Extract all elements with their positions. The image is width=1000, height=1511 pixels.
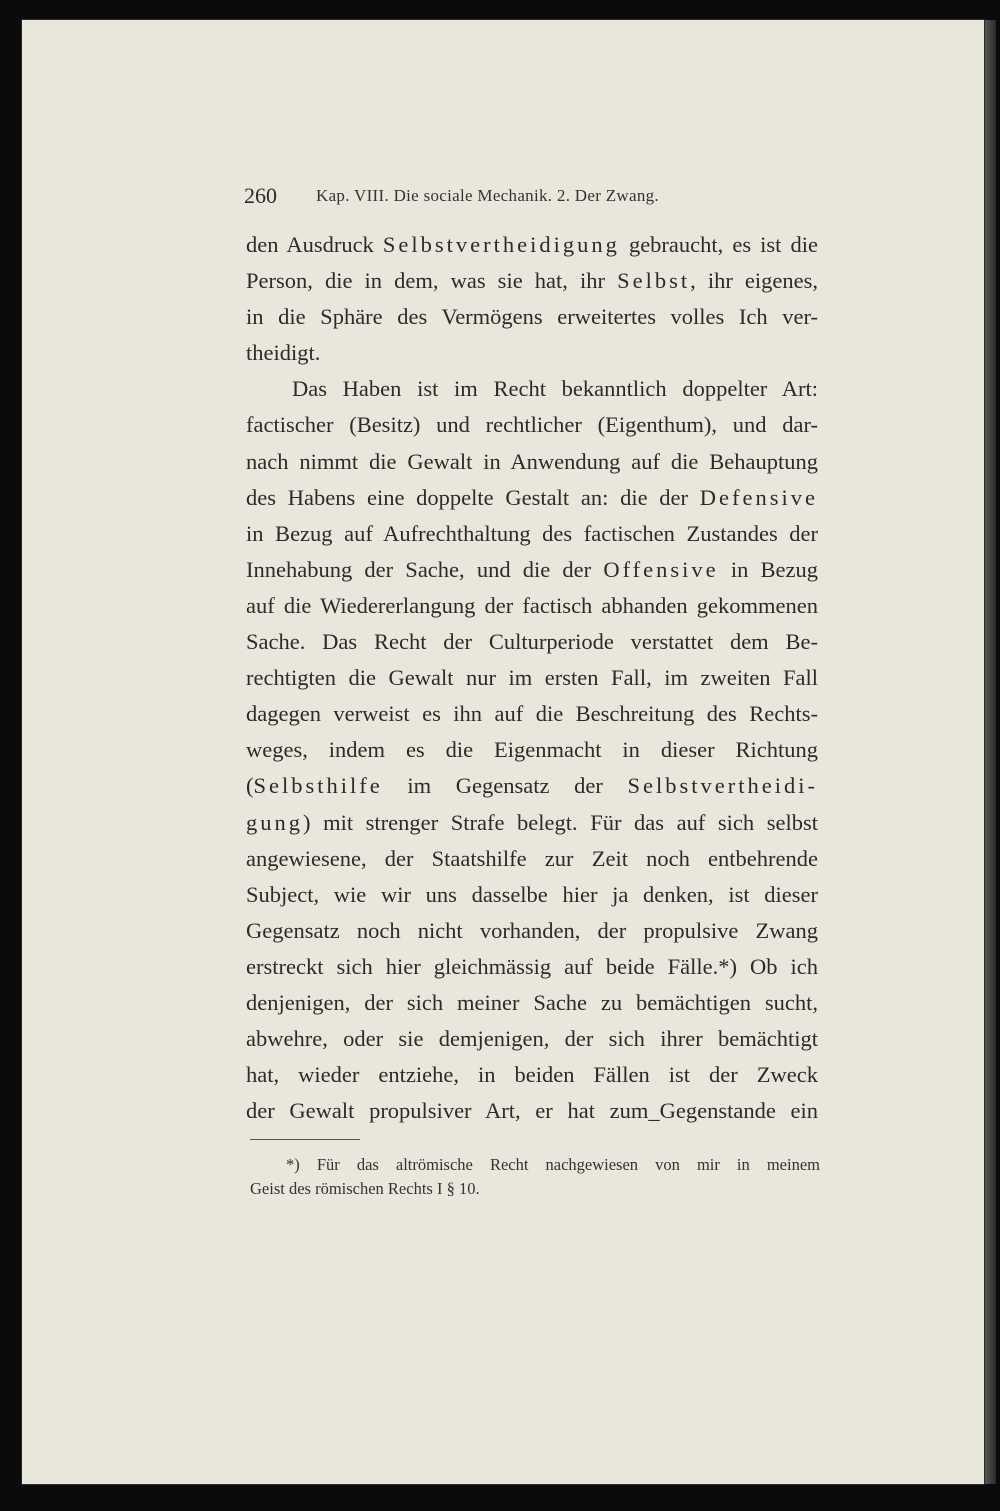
page-header [244,183,824,209]
text-line: des Habens eine doppelte Gestalt an: die der Defensive [246,484,818,510]
footnote-line: Geist des römischen Rechts I § 10. [250,1179,480,1198]
text-line: Person, die in dem, was sie hat, ihr Selbst, ihr eigenes, [246,268,818,294]
body-text [246,227,818,1129]
emphasis: Selbsthilfe [253,773,383,799]
text-line: Subject, wie wir uns dasselbe hier ja denken, ist dieser [246,881,818,907]
text-line: nach nimmt die Gewalt in Anwendung auf die Behauptung [246,448,818,474]
text-line: auf die Wiedererlangung der factisch abhanden gekommenen [246,592,818,618]
page-edge [984,20,996,1484]
running-head: Kap. VIII. Die sociale Mechanik. 2. Der Zwang. [316,186,659,205]
text-line: erstreckt sich hier gleichmässig auf beide Fälle.*) Ob ich [246,953,818,979]
page-number: 260 [244,183,277,208]
text-line: in die Sphäre des Vermögens erweitertes volles Ich ver- [246,304,818,330]
text-line: Gegensatz noch nicht vorhanden, der propulsive Zwang [246,917,818,943]
text-line: (Selbsthilfe im Gegensatz der Selbstvertheidi- [246,773,818,799]
text-line: Innehabung der Sache, und die der Offensive in Bezug [246,556,818,582]
emphasis: Selbstvertheidi- [627,773,818,799]
footnote-line: *) Für das altrömische Recht nachgewiesen von mir in meinem [286,1155,820,1174]
text-line: in Bezug auf Aufrechthaltung des factischen Zustandes der [246,520,818,546]
emphasis: Offensive [603,556,719,582]
text-line: Das Haben ist im Recht bekanntlich doppelter Art: [292,376,818,402]
text-line: weges, indem es die Eigenmacht in dieser Richtung [246,737,818,763]
emphasis: Selbstvertheidigung [382,232,620,257]
text-line: factischer (Besitz) und rechtlicher (Eigenthum), und dar- [246,412,818,438]
emphasis: Selbst [617,268,691,294]
text-line: gung) mit strenger Strafe belegt. Für das auf sich selbst [246,809,818,835]
footnote [250,1153,820,1201]
text-line: denjenigen, der sich meiner Sache zu bemächtigen sucht, [246,989,818,1015]
text-line: theidigt. [246,340,321,366]
text-line: dagegen verweist es ihn auf die Beschreitung des Rechts- [246,701,818,727]
text-line: rechtigten die Gewalt nur im ersten Fall, im zweiten Fall [246,665,818,691]
text-line: hat, wieder entziehe, in beiden Fällen ist der Zweck [246,1062,818,1088]
footnote-rule [250,1139,360,1140]
text-line: Sache. Das Recht der Culturperiode verstattet dem Be- [246,629,818,655]
text-line: den Ausdruck Selbstvertheidigung gebraucht, es ist die [246,232,818,257]
text-line: der Gewalt propulsiver Art, er hat zum_Gegenstande ein [246,1098,818,1124]
text-line: angewiesene, der Staatshilfe zur Zeit noch entbehrende [246,845,818,871]
text-line: abwehre, oder sie demjenigen, der sich ihrer bemächtigt [246,1026,818,1052]
emphasis: Defensive [699,484,818,510]
emphasis: gung [246,809,303,835]
